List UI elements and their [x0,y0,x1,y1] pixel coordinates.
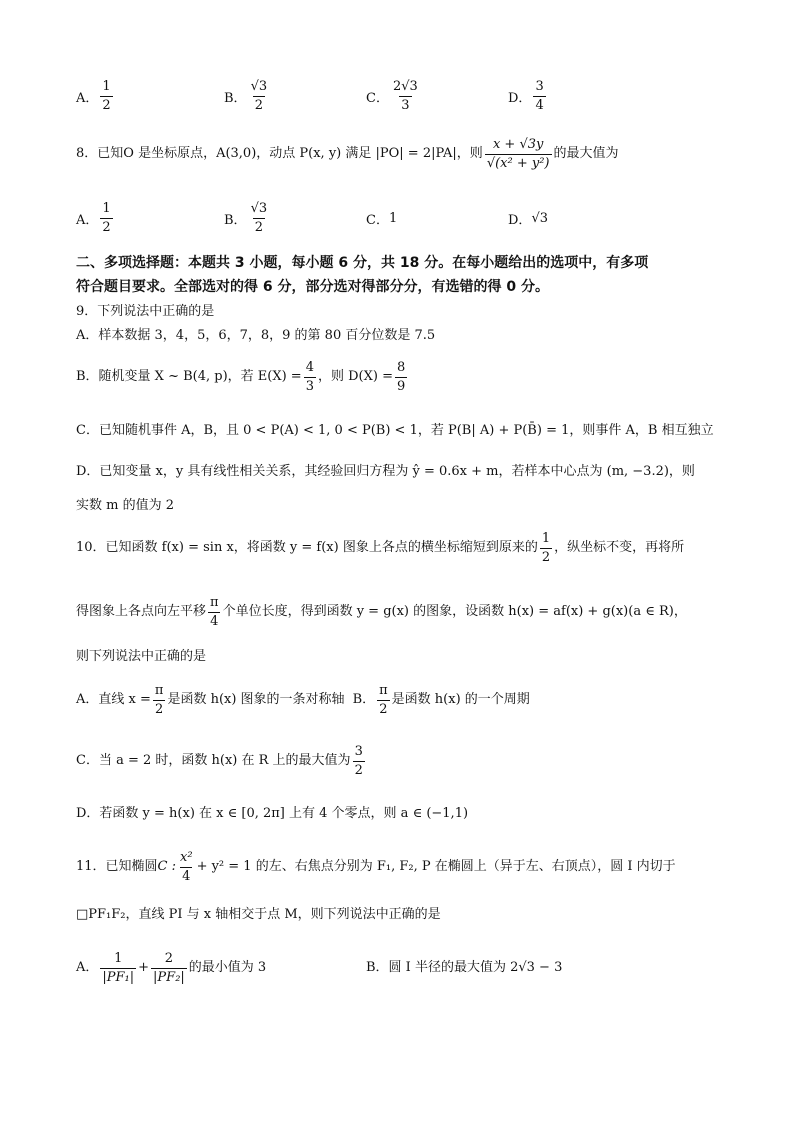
frac-den: 9 [396,378,406,394]
q10-text: 得图象上各点向左平移 [76,604,207,619]
q8-option-c [366,198,397,238]
option-value: 1 [388,210,398,226]
section-heading-line2: 符合题目要求。全部选对的得 6 分，部分选对得部分分，有选错的得 0 分。 [76,279,549,295]
option-label: C． [366,90,389,106]
q8-text: O 是坐标原点，A(3,0)，动点 P(x, y) 满足 |PO| = 2|PA|，则 [123,146,483,161]
q9-b-text: B．随机变量 X ~ B(4, p)，若 E(X) = [76,369,302,384]
q10-stem-line3: 则下列说法中正确的是 [76,649,207,664]
q10-a-text-end: 是函数 h(x) 图象的一条对称轴 [167,692,345,707]
q10-text-end: 个单位长度，得到函数 y = g(x) 的图象，设函数 h(x) = af(x) + g(x)(a ∈ R)， [222,604,687,619]
frac-den: 3 [401,97,410,113]
frac-den: 2 [379,701,388,717]
frac-den: |PF₂| [153,969,185,985]
q9-option-d-line2: 实数 m 的值为 2 [76,498,174,513]
q10-text-end: ，纵坐标不变，再将所 [554,540,685,555]
q9-b-text-mid: ，则 D(X) = [317,369,393,384]
fraction [377,683,390,718]
q9-option-c: C．已知随机事件 A，B，且 0 < P(A) < 1, 0 < P(B) < 1，若 P(B| A) + P(B̄) = 1，则事件 A，B 相互独立 [76,423,714,438]
q10-a-text: A．直线 x = [76,692,151,707]
fraction [208,595,221,630]
q11-stem-line2: □PF₁F₂，直线 PI 与 x 轴相交于点 M，则下列说法中正确的是 [76,907,441,922]
q10-c-text: C．当 a = 2 时，函数 h(x) 在 R 上的最大值为 [76,753,351,768]
q10-stem-line1 [76,528,684,568]
fraction [533,79,545,114]
frac-num: 8 [396,359,406,375]
fraction [391,79,420,114]
frac-den: 2 [155,701,164,717]
q11-text: 11．已知椭圆 [76,859,158,874]
frac-den: 2 [254,219,263,235]
section-heading-line1: 二、多项选择题：本题共 3 小题，每小题 6 分，共 18 分。在每小题给出的选项中，有多项 [76,255,649,271]
q10-b-text: 是函数 h(x) 的一个周期 [391,692,530,707]
q7-option-a [76,76,115,116]
option-label: B． [224,90,247,106]
frac-den: |PF₁| [102,969,135,985]
q8-option-a [76,198,115,238]
fraction [353,744,365,779]
fraction [304,360,316,395]
q7-option-d [508,76,548,116]
q9-option-d-line1: D．已知变量 x，y 具有线性相关关系，其经验回归方程为 ŷ = 0.6x + m，若样本中心点为 (m, −3.2)，则 [76,464,695,479]
q8-text-end: 的最大值为 [553,146,619,161]
q10-option-c [76,741,367,781]
frac-num: 2 [164,950,174,966]
frac-num: 2√3 [392,78,418,94]
q11-stem-line1 [76,847,676,887]
q11-text-end: + y² = 1 的左、右焦点分别为 F₁, F₂, P 在椭圆上（异于左、右顶点），圆 I 内切于 [196,859,676,874]
option-label: D． [508,212,532,228]
option-label: C． [366,212,389,228]
frac-num: π [154,682,164,698]
q9-stem: 9．下列说法中正确的是 [76,304,215,319]
q10-text: 10．已知函数 f(x) = sin x，将函数 y = f(x) 图象上各点的横坐标缩短到原来的 [76,540,538,555]
frac-den: 3 [305,378,314,394]
frac-den: √(x² + y²) [486,155,550,171]
frac-num: x + √3y [492,136,544,152]
frac-den: 2 [102,219,111,235]
q10-options-ab [76,680,530,720]
fraction [153,683,166,718]
frac-den: 4 [182,868,191,884]
option-value: √3 [531,210,548,226]
frac-num: 1 [102,78,111,94]
frac-num: π [379,682,388,698]
fraction [540,531,552,566]
frac-num: √3 [250,200,268,216]
option-label: A． [76,212,99,228]
frac-num: 3 [535,78,544,94]
q8-prefix: 8．已知 [76,146,124,161]
q7-options [76,76,716,116]
frac-num: π [210,594,219,610]
option-label: B． [224,212,247,228]
plus-sign: + [138,960,150,975]
option-label: A． [76,90,99,106]
frac-den: 4 [535,97,544,113]
frac-den: 2 [254,97,263,113]
frac-den: 2 [541,549,551,565]
q11-option-a [76,946,266,990]
q9-option-b [76,357,409,397]
q8-option-b [224,198,271,238]
frac-num: √3 [250,78,268,94]
fraction [178,850,195,885]
q10-option-d: D．若函数 y = h(x) 在 x ∈ [0, 2π] 上有 4 个零点，则 a ∈ (−1,1) [76,806,469,821]
q8-options [76,198,716,238]
q11-a-text: 的最小值为 3 [188,960,267,975]
q11-option-b: B．圆 I 半径的最大值为 2√3 − 3 [366,960,563,975]
frac-num: 3 [354,743,363,759]
frac-num: 4 [305,359,314,375]
q9-option-a: A．样本数据 3，4，5，6，7，8，9 的第 80 百分位数是 7.5 [76,328,436,343]
frac-den: 2 [354,762,363,778]
option-label: A． [76,960,99,975]
q8-fraction [485,137,552,172]
frac-num: 1 [102,200,111,216]
frac-num: 1 [114,950,123,966]
q10-b-label: B． [352,692,376,707]
frac-num: x² [180,849,193,865]
fraction [100,201,112,236]
option-label: D． [508,90,532,106]
q7-option-c [366,76,422,116]
fraction [151,951,187,986]
frac-num: 1 [541,530,551,546]
q8-stem [76,134,619,174]
fraction [100,79,112,114]
fraction [100,951,136,986]
frac-den: 4 [210,613,219,629]
fraction [249,201,270,236]
q11-ellipse-name: C : [157,859,177,874]
q10-stem-line2 [76,592,687,632]
frac-den: 2 [102,97,111,113]
fraction [249,79,270,114]
fraction [395,360,407,395]
q7-option-b [224,76,271,116]
q8-option-d [508,198,548,238]
